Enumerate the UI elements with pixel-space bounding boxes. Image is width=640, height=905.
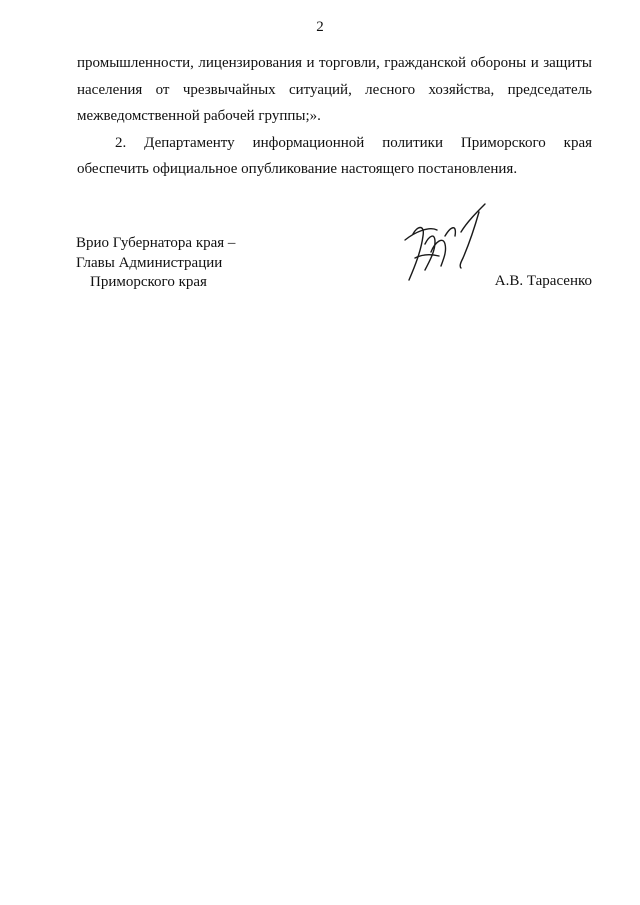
- signatory-title-line: Врио Губернатора края –: [76, 235, 236, 251]
- handwritten-signature-icon: [395, 196, 495, 288]
- text-line: межведомственной рабочей группы;».: [77, 108, 321, 124]
- signatory-title-line: Главы Администрации: [76, 254, 223, 271]
- page-number: 2: [316, 19, 324, 35]
- document-body: [77, 50, 592, 183]
- paragraph-item-2: [77, 130, 592, 183]
- text-line: промышленности, лицензирования и торговли, гражданской обороны и защиты: [77, 55, 592, 71]
- text-line: населения от чрезвычайных ситуаций, лесного хозяйства, председатель: [77, 81, 592, 98]
- text-line: обеспечить официальное опубликование настоящего постановления.: [77, 161, 518, 177]
- paragraph-continuation: [77, 50, 592, 130]
- signer-name: А.В. Тарасенко: [494, 273, 592, 289]
- signatory-title: [76, 234, 235, 293]
- text-line: 2. Департаменту информационной политики Приморского края: [115, 134, 592, 151]
- signatory-title-line: Приморского края: [90, 274, 207, 290]
